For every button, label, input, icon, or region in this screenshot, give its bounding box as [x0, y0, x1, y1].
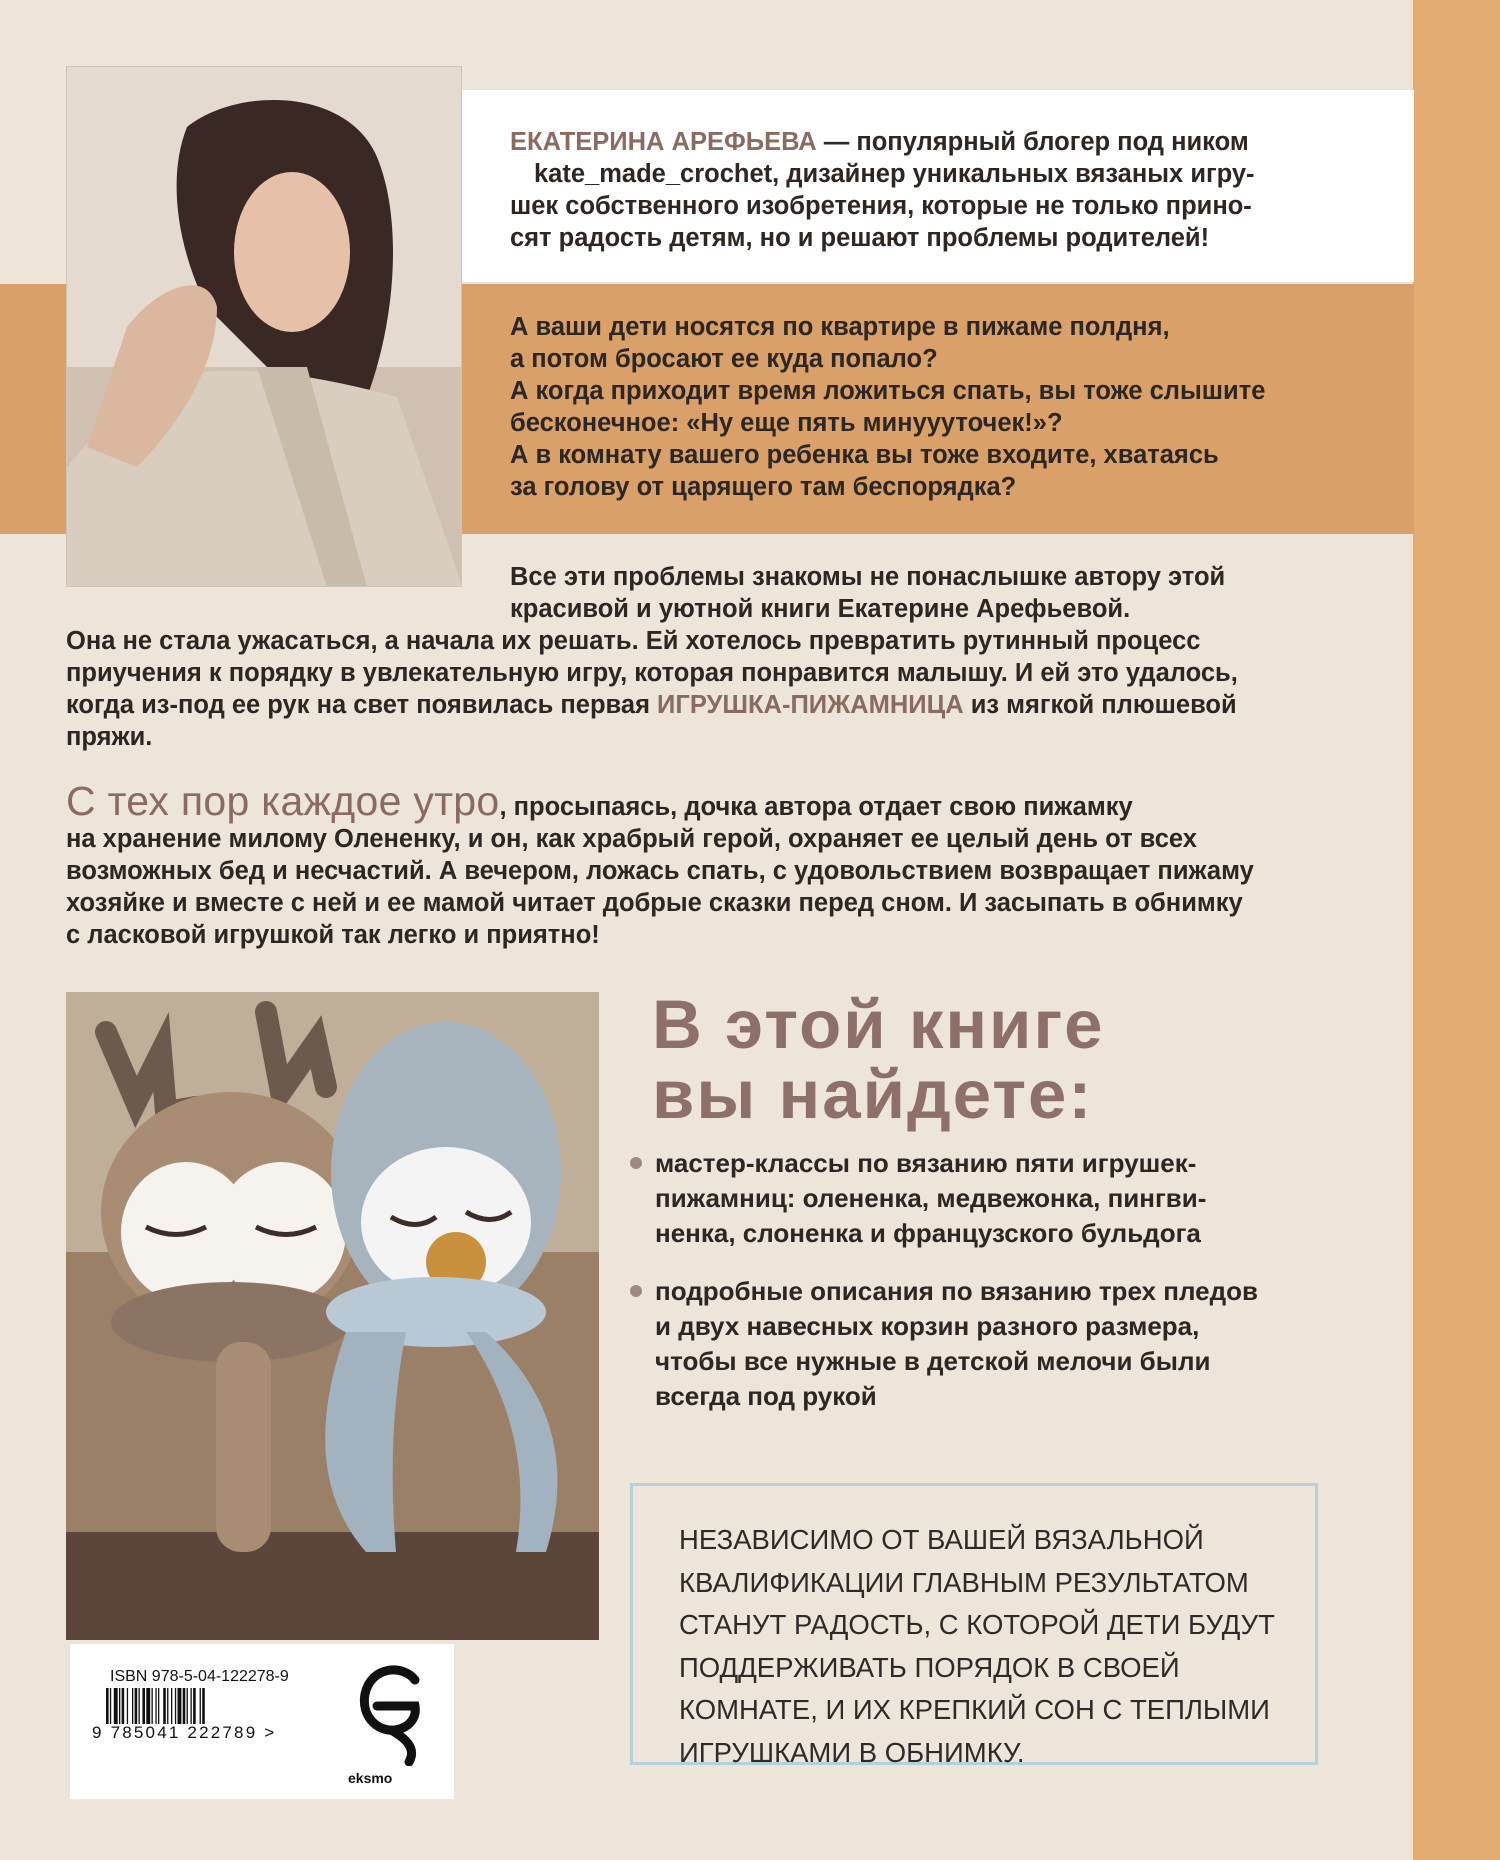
author-photo	[66, 66, 462, 587]
story-line-1: , просыпаясь, дочка автора отдает свою пижамку	[499, 793, 1133, 821]
intro-line-3: шек собственного изобретения, которые не только прино-	[510, 192, 1252, 220]
author-intro	[510, 126, 1370, 254]
problems-line-6: пряжи.	[66, 723, 153, 751]
barcode-bar	[119, 1688, 120, 1724]
result-line: ПОДДЕРЖИВАТЬ ПОРЯДОК В СВОЕЙ	[679, 1651, 1180, 1683]
barcode-bar	[114, 1688, 118, 1724]
barcode-bar	[200, 1688, 201, 1724]
intro-line-2: kate_made_crochet, дизайнер уникальных вязаных игру-	[534, 160, 1255, 188]
barcode-bar	[163, 1688, 166, 1724]
result-line: СТАНУТ РАДОСТЬ, С КОТОРОЙ ДЕТИ БУДУТ	[679, 1609, 1275, 1640]
bullet-dot	[630, 1157, 642, 1169]
barcode-bar	[139, 1688, 140, 1724]
barcode-bar	[175, 1688, 176, 1724]
heading-line-1: В этой книге	[652, 986, 1105, 1063]
toys-photo	[66, 992, 599, 1640]
problems-line-2: красивой и уютной книги Екатерине Арефьевой.	[510, 595, 1131, 623]
story-lead-phrase: С тех пор каждое утро	[66, 778, 500, 824]
barcode-bar	[158, 1688, 159, 1724]
barcode-bar	[152, 1688, 153, 1724]
intro-line-1: — популярный блогер под ником	[816, 128, 1249, 156]
barcode-bar	[132, 1688, 133, 1724]
author-name: ЕКАТЕРИНА АРЕФЬЕВА	[510, 128, 817, 156]
publisher-name: eksmo	[348, 1770, 393, 1786]
barcode-bar	[187, 1688, 188, 1724]
question-line: а потом бросают ее куда попало?	[510, 345, 938, 373]
question-line: А когда приходит время ложиться спать, вы тоже слышите	[510, 377, 1266, 405]
barcode-bar	[110, 1688, 111, 1724]
isbn-label: ISBN 978-5-04-122278-9	[110, 1668, 289, 1685]
story-line-5: с ласковой игрушкой так легко и приятно!	[66, 921, 600, 949]
barcode-bar	[178, 1688, 182, 1724]
problems-line-5-end: из мягкой плюшевой	[963, 691, 1237, 719]
contents-bullet	[630, 1146, 1350, 1251]
question-line: А в комнату вашего ребенка вы тоже входите, хватаясь	[510, 441, 1219, 469]
barcode-bar	[142, 1688, 145, 1724]
bullet-line: подробные описания по вязанию трех пледов	[655, 1276, 1258, 1306]
problems-line-3: Она не стала ужасаться, а начала их решать. Ей хотелось превратить рутинный процесс	[66, 627, 1201, 655]
bullet-line: и двух навесных корзин разного размера,	[655, 1311, 1200, 1341]
bullet-line: всегда под рукой	[655, 1381, 877, 1411]
intro-line-4: сят радость детям, но и решают проблемы родителей!	[510, 224, 1210, 252]
bullet-line: ненка, слоненка и французского бульдога	[655, 1218, 1201, 1248]
bullet-line: пижамниц: олененка, медвежонка, пингви-	[655, 1183, 1207, 1213]
story-line-3: возможных бед и несчастий. А вечером, ложась спать, с удовольствием возвращает пижаму	[66, 857, 1254, 885]
story-paragraph	[66, 778, 1366, 951]
result-line: ИГРУШКАМИ В ОБНИМКУ.	[679, 1736, 1025, 1768]
question-line: бесконечное: «Ну еще пять минуууточек!»?	[510, 409, 1063, 437]
parent-questions	[510, 311, 1390, 503]
question-line: за голову от царящего там беспорядка?	[510, 473, 1017, 501]
barcode-bar	[146, 1688, 150, 1724]
barcode-digits: 9 785041 222789 >	[92, 1723, 277, 1742]
barcode-bar	[202, 1688, 205, 1724]
spine-stripe	[1413, 0, 1500, 1860]
barcode	[106, 1688, 296, 1724]
story-line-4: хозяйке и вместе с ней и ее мамой читает добрые сказки перед сном. И засыпать в обнимку	[66, 889, 1243, 917]
barcode-bar	[135, 1688, 138, 1724]
result-line: КОМНАТЕ, И ИХ КРЕПКИЙ СОН С ТЕПЛЫМИ	[679, 1694, 1270, 1725]
problems-paragraph	[66, 561, 1390, 753]
result-text	[679, 1519, 1309, 1774]
barcode-bar	[171, 1688, 172, 1724]
problems-line-5: когда из-под ее рук на свет появилась первая	[66, 691, 658, 719]
barcode-bar	[127, 1688, 128, 1724]
barcode-bar	[122, 1688, 125, 1724]
bullet-line: мастер-классы по вязанию пяти игрушек-	[655, 1148, 1197, 1178]
problems-line-1: Все эти проблемы знакомы не понаслышке автору этой	[510, 563, 1226, 591]
result-line: НЕЗАВИСИМО ОТ ВАШЕЙ ВЯЗАЛЬНОЙ	[679, 1524, 1204, 1555]
bullet-line: чтобы все нужные в детской мелочи были	[655, 1346, 1211, 1376]
heading-line-2: вы найдете:	[652, 1056, 1094, 1133]
barcode-bar	[191, 1688, 192, 1724]
contents-bullet	[630, 1274, 1350, 1414]
result-line: КВАЛИФИКАЦИИ ГЛАВНЫМ РЕЗУЛЬТАТОМ	[679, 1566, 1249, 1598]
barcode-bar	[183, 1688, 186, 1724]
story-line-2: на хранение милому Олененку, и он, как храбрый герой, охраняет ее целый день от всех	[66, 825, 1197, 853]
question-line: А ваши дети носятся по квартире в пижаме полдня,	[510, 313, 1170, 341]
toy-name-highlight: ИГРУШКА-ПИЖАМНИЦА	[657, 691, 964, 719]
book-contents-heading	[652, 986, 1352, 1133]
barcode-bar	[155, 1688, 156, 1724]
publisher-logo-icon	[355, 1658, 427, 1766]
bullet-dot	[630, 1285, 642, 1297]
barcode-bar	[193, 1688, 196, 1724]
problems-line-4: приучения к порядку в увлекательную игру, которая понравится малышу. И ей это удалось,	[66, 659, 1238, 687]
barcode-bar	[167, 1688, 168, 1724]
barcode-bar	[106, 1688, 109, 1724]
